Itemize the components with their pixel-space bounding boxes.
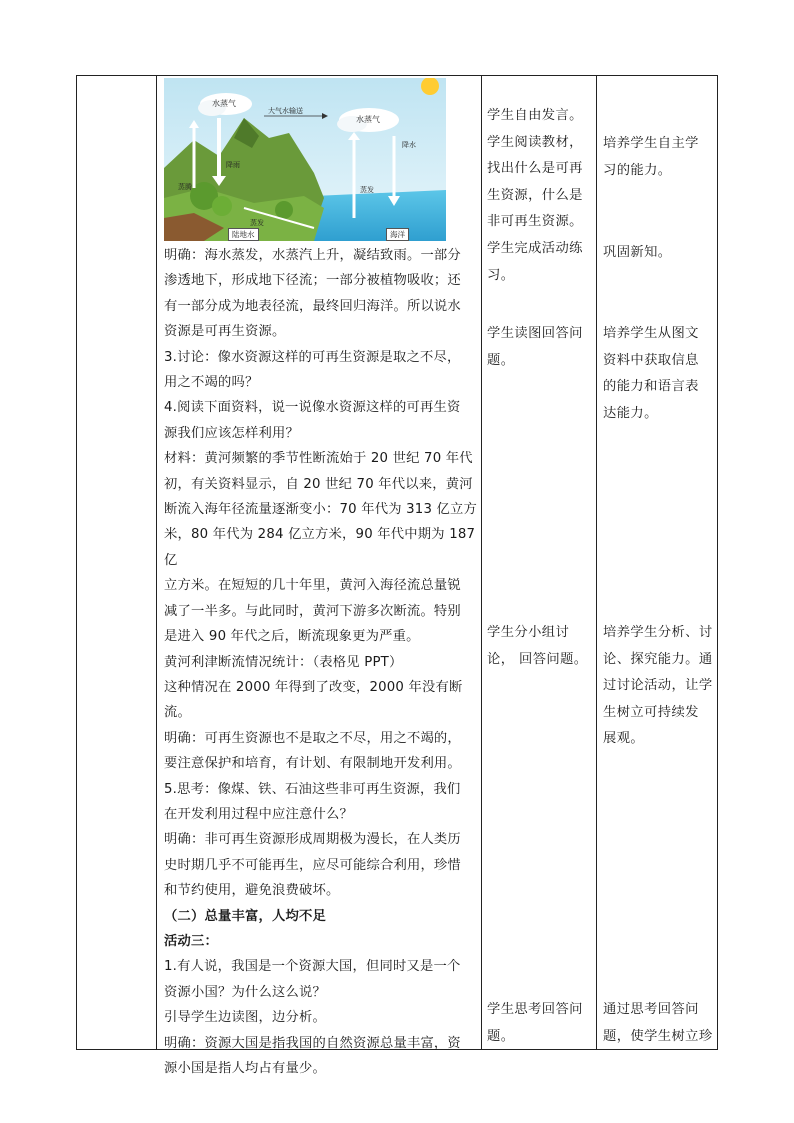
cloud-right-label: 水蒸气 [356,115,380,124]
teaching-process-column [164,78,479,1081]
paragraph-clarify-resource: 明确：资源大国是指我国的自然资源总量丰富，资 源小国是指人均占有量少。 [164,1035,461,1076]
student-note: 学生读图回答问 题。 [487,326,583,368]
activity-heading: 活动三： [164,933,218,949]
paragraph-discussion: 3.讨论：像水资源这样的可再生资源是取之不尽， 用之不竭的吗？ [164,349,461,391]
intent-note: 培养学生自主学 习的能力。 [603,136,699,178]
column-divider [156,76,157,1049]
section-heading: （二）总量丰富，人均不足 [164,908,326,924]
paragraph-material: 材料：黄河频繁的季节性断流始于 20 世纪 70 年代 初，有关资料显示，自 20 世纪 70 年代以来，黄河 断流入海年径流量逐渐变小：70 年代为 313 亿立方 米，80 年代为 284 亿立方米，90 年代中期为 187 亿 立方米。在短短的几十年里，黄河入海径流总量锐 减了一半多。与此同时，黄河下游多次断流。特别 是进入 90 年代之后，断流现象更为严重。 [164,451,478,645]
paragraph-clarify-renewable: 明确：可再生资源也不是取之不尽，用之不竭的， 要注意保护和培育，有计划、有限制地开发利用。 [164,730,461,772]
ocean-label: 海洋 [386,228,409,241]
intent-note: 巩固新知。 [603,245,672,260]
lesson-table [76,75,718,1076]
groundwater-label: 陆地水 [228,228,259,241]
paragraph-statistics: 黄河利津断流情况统计：（表格见 PPT） [164,654,403,670]
student-note: 学生分小组讨论， 回答问题。 [487,625,588,667]
intent-note: 培养学生分析、讨 论、探究能力。通 过讨论活动，让学 生树立可持续发 展观。 [603,625,713,747]
precipitation-right-label: 降水 [402,141,416,149]
evaporation-sea-label: 蒸发 [360,186,374,194]
column-divider [596,76,597,1049]
water-cycle-image [164,78,446,241]
paragraph-think: 5.思考：像煤、铁、石油这些非可再生资源，我们 在开发利用过程中应注意什么？ [164,781,461,822]
atmosphere-transport-label: 大气水输送 [268,107,303,115]
transpiration-label: 蒸腾 [178,183,192,191]
paragraph-clarify-nonrenewable: 明确：非可再生资源形成周期极为漫长，在人类历 史时期几乎不可能再生，应尽可能综合利用，珍惜 和节约使用，避免浪费破坏。 [164,832,461,899]
paragraph-change: 这种情况在 2000 年得到了改变，2000 年没有断流。 [164,679,463,721]
water-cycle-illustration [164,78,446,241]
evaporation-land-label: 蒸发 [250,219,264,227]
paragraph-question: 1.有人说，我国是一个资源大国，但同时又是一个 资源小国？为什么这么说？ [164,959,461,1000]
student-note: 学生思考回答问 题。 [487,1002,583,1044]
paragraph-reading-task: 4.阅读下面资料，说一说像水资源这样的可再生资 源我们应该怎样利用？ [164,400,461,441]
precipitation-left-label: 降雨 [226,161,240,169]
intent-note: 通过思考回答问 题，使学生树立珍 [603,1002,713,1044]
paragraph-guide: 引导学生边读图，边分析。 [164,1010,326,1026]
column-divider [481,76,482,1049]
paragraph-clarify-water: 明确：海水蒸发，水蒸汽上升，凝结致雨。一部分 渗透地下，形成地下径流；一部分被植物吸收；还 有一部分成为地表径流，最终回归海洋。所以说水 资源是可再生资源。 [164,248,461,340]
cloud-left-label: 水蒸气 [212,99,236,108]
intent-note: 培养学生从图文 资料中获取信息 的能力和语言表 达能力。 [603,326,699,421]
student-note: 学生自由发言。 学生阅读教材， 找出什么是可再 生资源，什么是 非可再生资源。 学生完成活动练 习。 [487,108,583,283]
